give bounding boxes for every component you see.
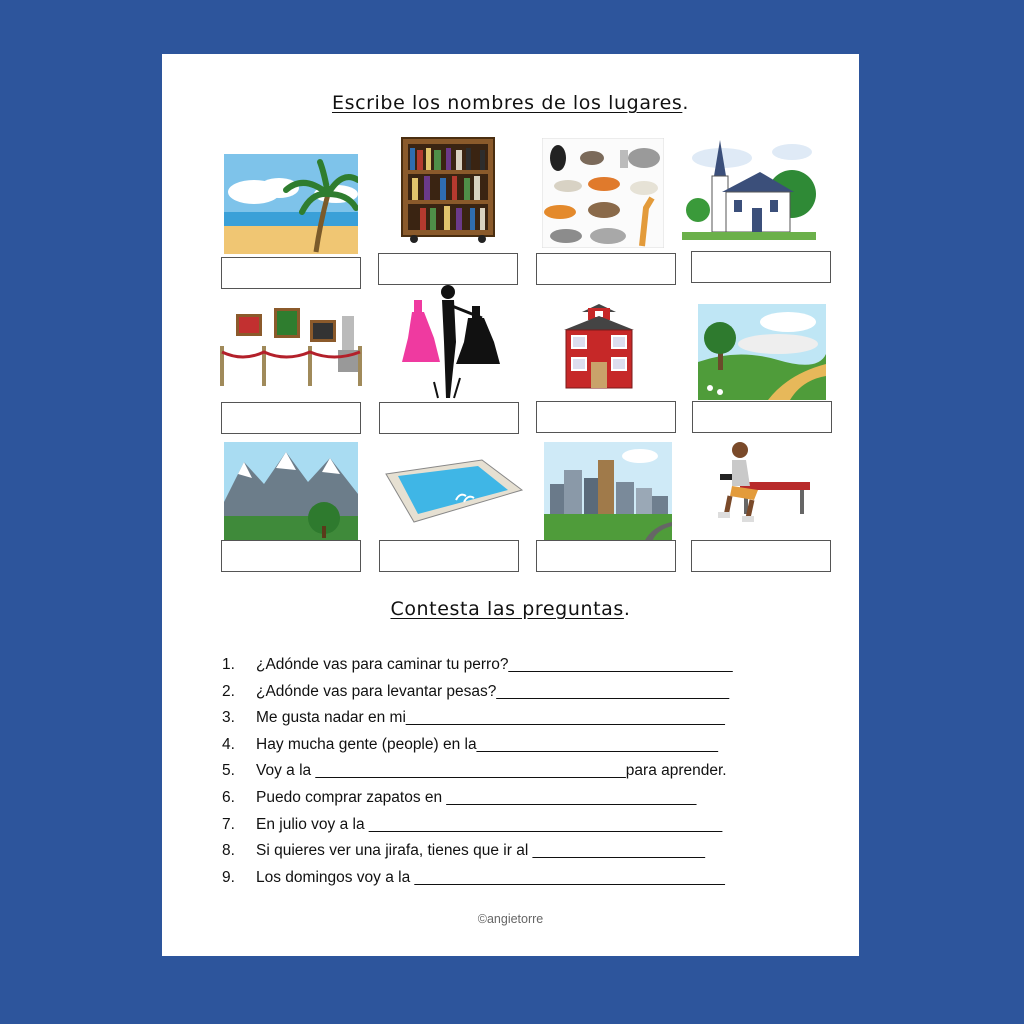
section-title-places: Escribe los nombres de los lugares. (331, 92, 689, 114)
question-6[interactable]: 6. Puedo comprar zapatos en _____________________________ (222, 788, 697, 806)
section-title-questions: Contesta las preguntas. (390, 598, 631, 620)
question-2[interactable]: 2. ¿Adónde vas para levantar pesas?___________________________ (222, 682, 730, 700)
question-3[interactable]: 3. Me gusta nadar en mi_____________________________________ (222, 709, 725, 727)
swimming-pool-icon (384, 458, 524, 526)
question-1[interactable]: 1. ¿Adónde vas para caminar tu perro?__________________________ (222, 656, 733, 673)
question-9[interactable]: 9. Los domingos voy a la ____________________________________ (222, 868, 725, 886)
worksheet-page (162, 54, 859, 956)
question-5[interactable]: 5. Voy a la ____________________________________para aprender. (222, 762, 727, 780)
church-icon (682, 136, 816, 240)
answer-box-2[interactable] (378, 253, 518, 285)
question-4[interactable]: 4. Hay mucha gente (people) en la____________________________ (222, 735, 718, 753)
answer-box-11[interactable] (536, 540, 676, 572)
park-icon (698, 304, 826, 400)
answer-box-5[interactable] (221, 402, 361, 434)
copyright-credit: ©angietorre (477, 912, 544, 926)
questions-list (222, 652, 733, 891)
museum-icon (218, 308, 368, 388)
mountains-icon (224, 442, 358, 540)
answer-box-6[interactable] (379, 402, 519, 434)
answer-box-10[interactable] (379, 540, 519, 572)
answer-box-7[interactable] (536, 401, 676, 433)
beach-icon (224, 154, 358, 254)
answer-box-8[interactable] (692, 401, 832, 433)
clothing-store-icon (390, 282, 502, 402)
answer-box-3[interactable] (536, 253, 676, 285)
city-icon (544, 442, 672, 542)
question-8[interactable]: 8. Si quieres ver una jirafa, tienes que ir al ____________________ (222, 842, 705, 860)
school-icon (562, 304, 636, 390)
library-bookshelf-icon (400, 136, 496, 244)
zoo-animals-icon (542, 138, 664, 248)
answer-box-1[interactable] (221, 257, 361, 289)
gym-icon (704, 438, 816, 524)
answer-box-9[interactable] (221, 540, 361, 572)
question-7[interactable]: 7. En julio voy a la _________________________________________ (222, 815, 723, 833)
answer-box-12[interactable] (691, 540, 831, 572)
answer-box-4[interactable] (691, 251, 831, 283)
